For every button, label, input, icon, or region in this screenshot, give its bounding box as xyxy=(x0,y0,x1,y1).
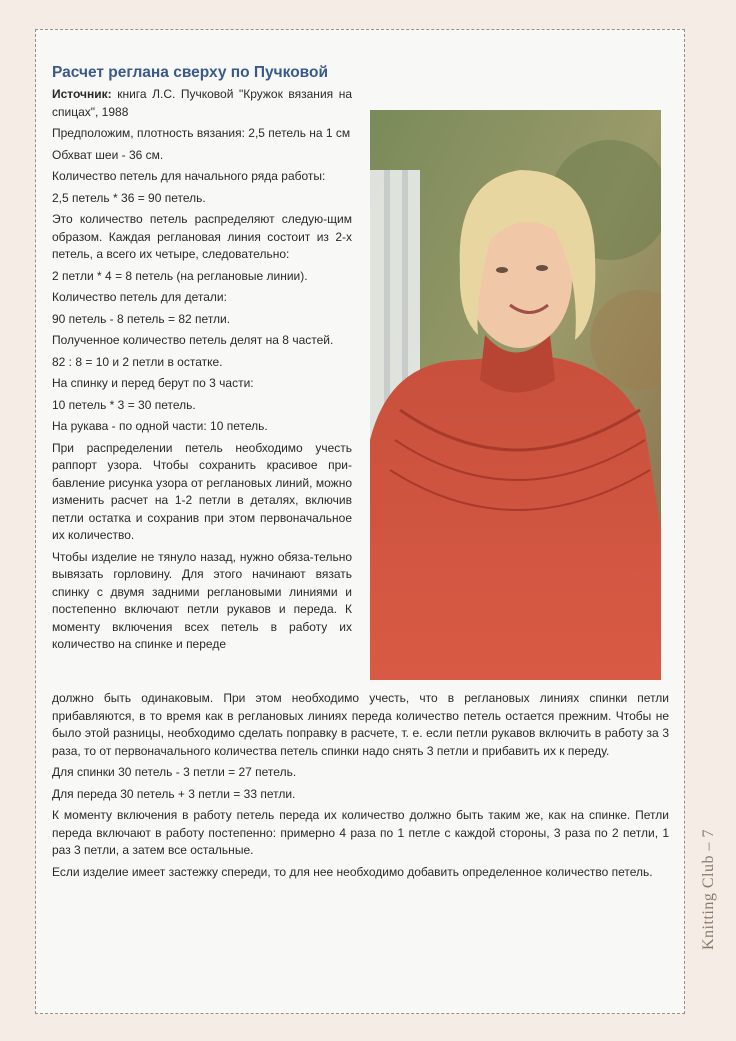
paragraph: На рукава - по одной части: 10 петель. xyxy=(52,419,268,433)
text-wide xyxy=(52,690,669,885)
paragraph: Количество петель для начального ряда работы: xyxy=(52,169,326,183)
source-label: Источник: xyxy=(52,87,112,101)
paragraph: Количество петель для детали: xyxy=(52,290,227,304)
paragraph: Полученное количество петель делят на 8 частей. xyxy=(52,333,334,347)
paragraph: При распределении петель необходимо учесть раппорт узора. Чтобы сохранить красивое при-бавление рисунка узора от реглановых линий, можно изменить расчет на 1-2 петли в деталях, включив петли остатка и сохранив при этом первоначальное их количество. xyxy=(52,440,352,542)
paragraph: К моменту включения в работу петель переда их количество должно быть таким же, как на спинке. Петли переда включают в работу постепенно: примерно 4 раза по 1 петле с каждой стороны, 3 раза по 2 петли, 1 раз 3 петли, а затем все остальные. xyxy=(52,808,669,857)
source-text: книга Л.С. Пучковой "Кружок вязания на спицах", 1988 xyxy=(52,87,352,119)
paragraph: Предположим, плотность вязания: 2,5 петель на 1 см xyxy=(52,126,351,140)
paragraph: На спинку и перед берут по 3 части: xyxy=(52,376,254,390)
paragraph: Для переда 30 петель + 3 петли = 33 петли. xyxy=(52,786,296,801)
paragraph: 10 петель * 3 = 30 петель. xyxy=(52,397,196,412)
paragraph: Это количество петель распределяют следую-щим образом. Каждая реглановая линия состоит из 2-х петель, а всего их четыре, следовательно: xyxy=(52,212,352,261)
article-title: Расчет реглана сверху по Пучковой xyxy=(52,64,329,81)
text-column xyxy=(52,86,352,658)
source-line xyxy=(52,86,352,121)
page-footer: Knitting Club – 7 xyxy=(700,829,717,950)
paragraph: 82 : 8 = 10 и 2 петли в остатке. xyxy=(52,354,223,369)
paragraph: Обхват шеи - 36 см. xyxy=(52,147,164,162)
photo-woman-in-red-sweater xyxy=(370,110,661,680)
paragraph: 2 петли * 4 = 8 петель (на реглановые линии). xyxy=(52,268,308,283)
paragraph: 90 петель - 8 петель = 82 петли. xyxy=(52,311,231,326)
paragraph: должно быть одинаковым. При этом необходимо учесть, что в реглановых линиях спинки петли прибавляются, в то время как в реглановых линиях переда количество петель остается прежним. Чтобы не было этой разницы, необходимо сделать поправку в расчете, т. е. если петли рукавов включить в работу за 3 раза, то от первоначального количества петель спинки надо снять 3 петли и прибавить их к переду. xyxy=(52,691,669,758)
paragraph: Для спинки 30 петель - 3 петли = 27 петель. xyxy=(52,765,297,779)
paragraph: 2,5 петель * 36 = 90 петель. xyxy=(52,190,206,205)
paragraph: Если изделие имеет застежку спереди, то для нее необходимо добавить определенное количество петель. xyxy=(52,864,653,879)
paragraph: Чтобы изделие не тянуло назад, нужно обяза-тельно вывязать горловину. Для этого начинают вязать спинку с двумя задними реглановыми линиями и постепенно включают петли рукавов и переда. К моменту включения всех петель в работу их количество на спинке и переде xyxy=(52,549,352,651)
